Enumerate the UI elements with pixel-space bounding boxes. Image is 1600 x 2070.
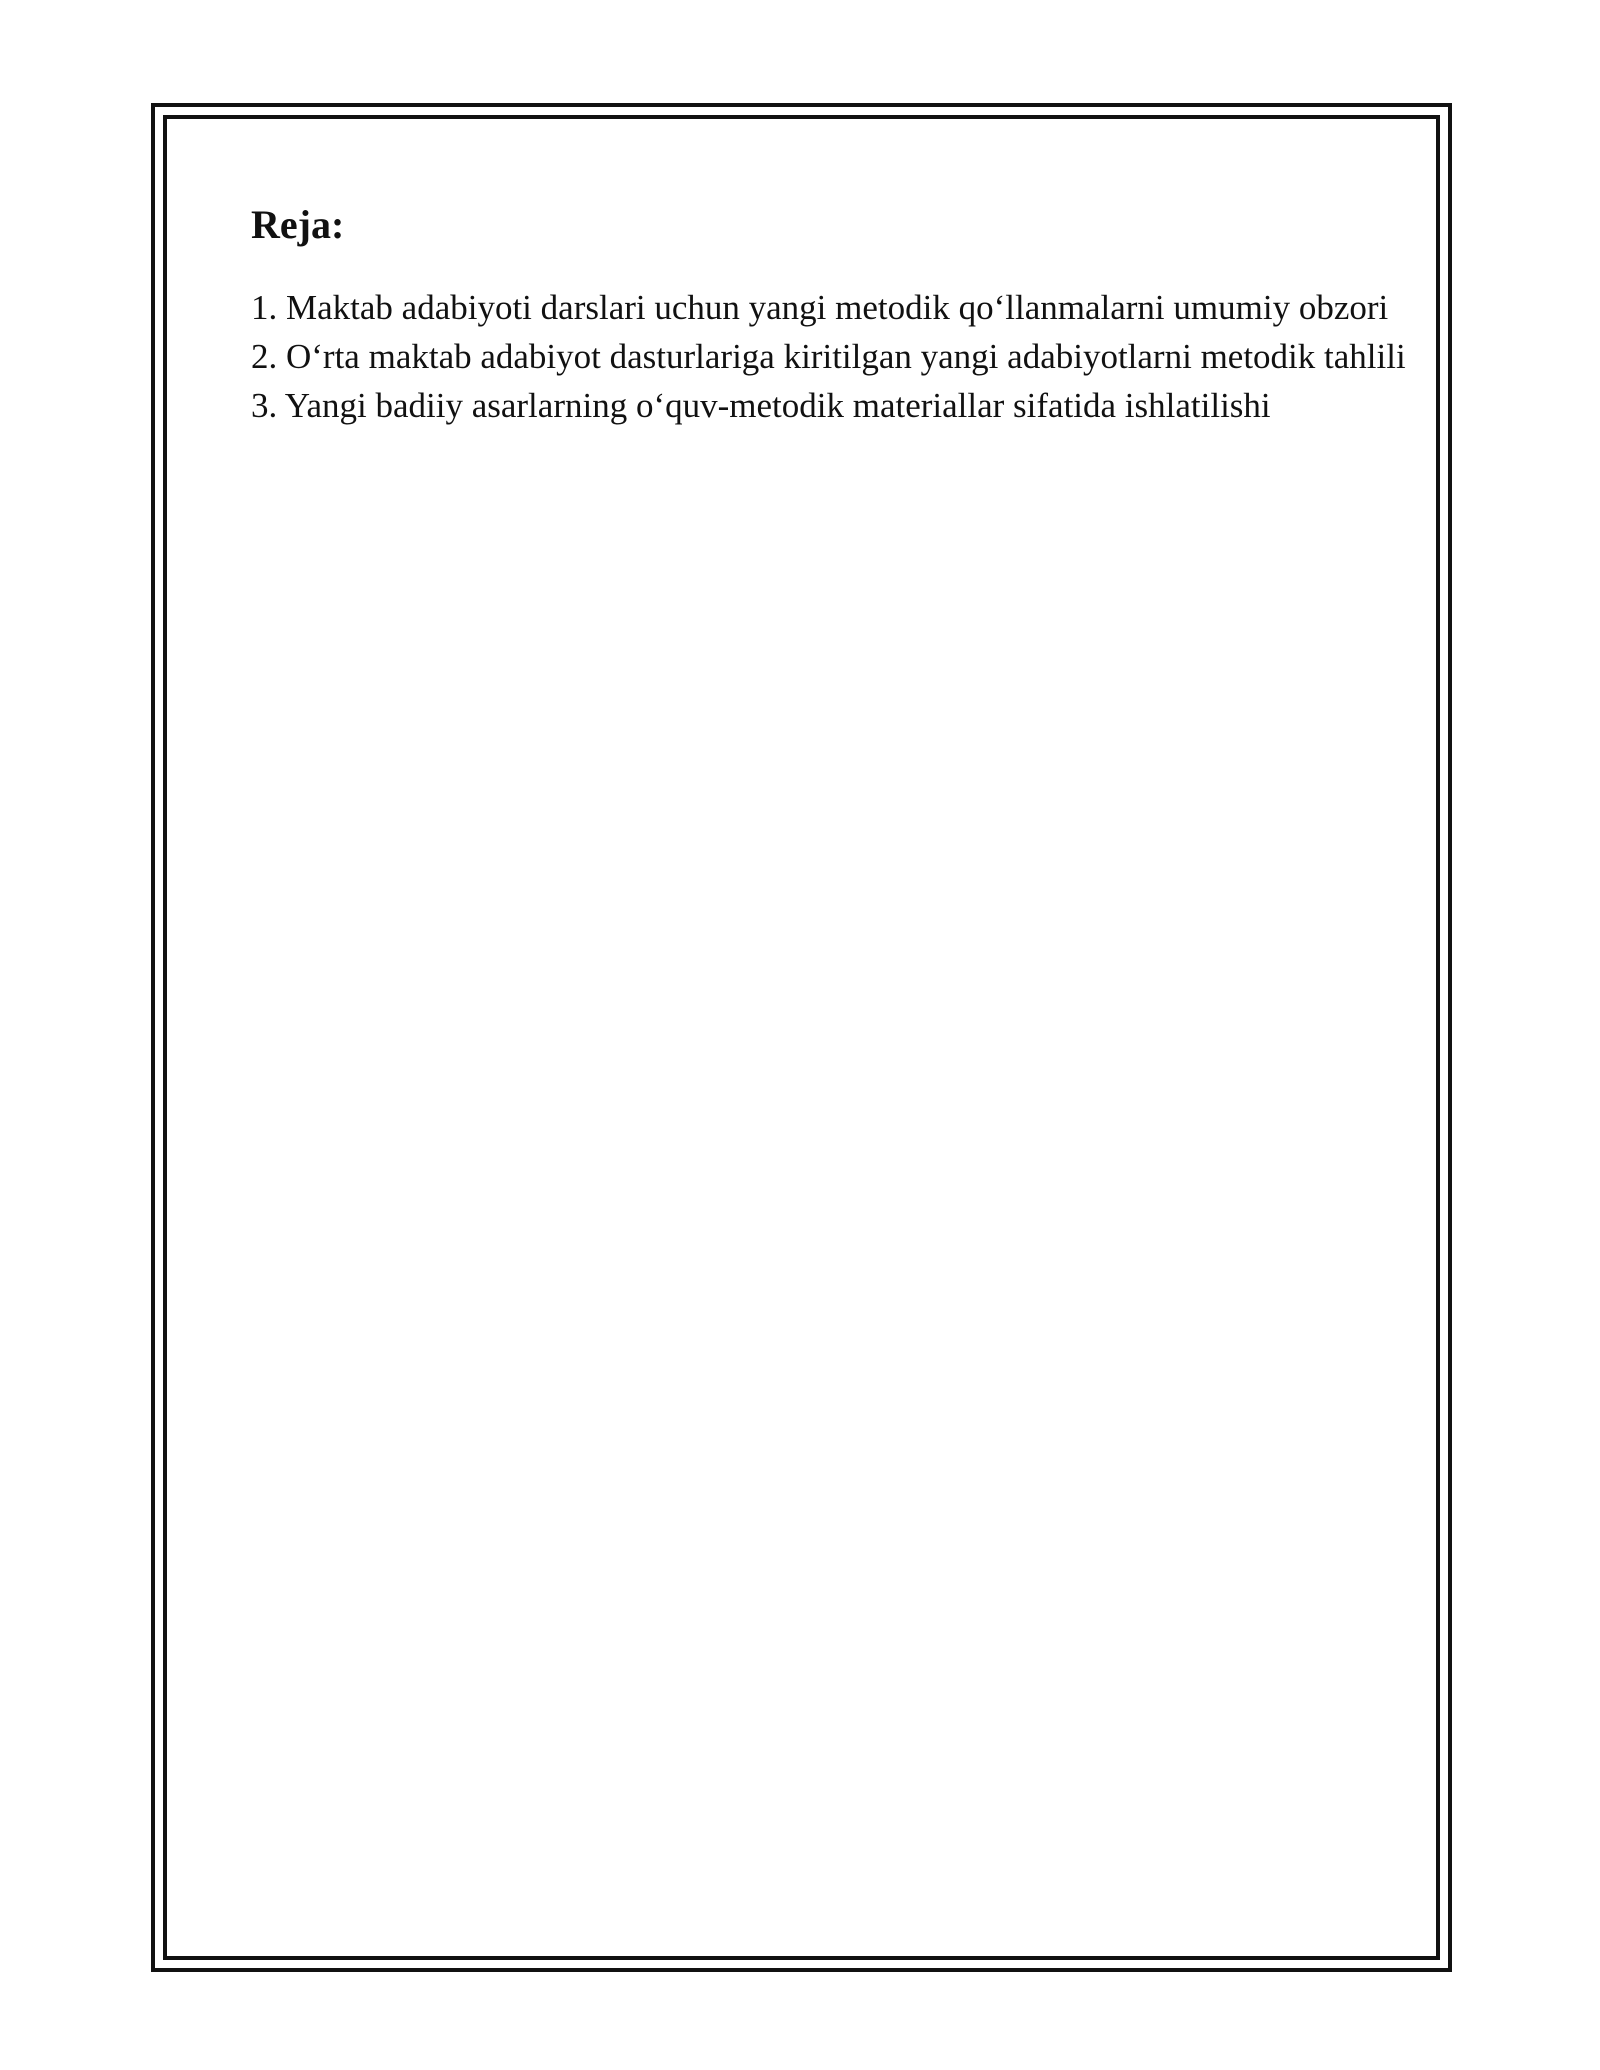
page-border-inner bbox=[163, 115, 1440, 1960]
plan-item-1: 1. Maktab adabiyoti darslari uchun yangi metodik qo‘llanmalarni umumiy obzori bbox=[251, 288, 1389, 327]
plan-item-3: 3. Yangi badiiy asarlarning o‘quv-metodik materiallar sifatida ishlatilishi bbox=[251, 386, 1271, 425]
page-heading: Reja: bbox=[251, 202, 345, 247]
page-border-outer bbox=[151, 103, 1452, 1972]
page-content bbox=[251, 201, 1411, 430]
plan-item-2: 2. O‘rta maktab adabiyot dasturlariga kiritilgan yangi adabiyotlarni metodik tahlili bbox=[251, 337, 1406, 376]
plan-list bbox=[251, 283, 1411, 430]
